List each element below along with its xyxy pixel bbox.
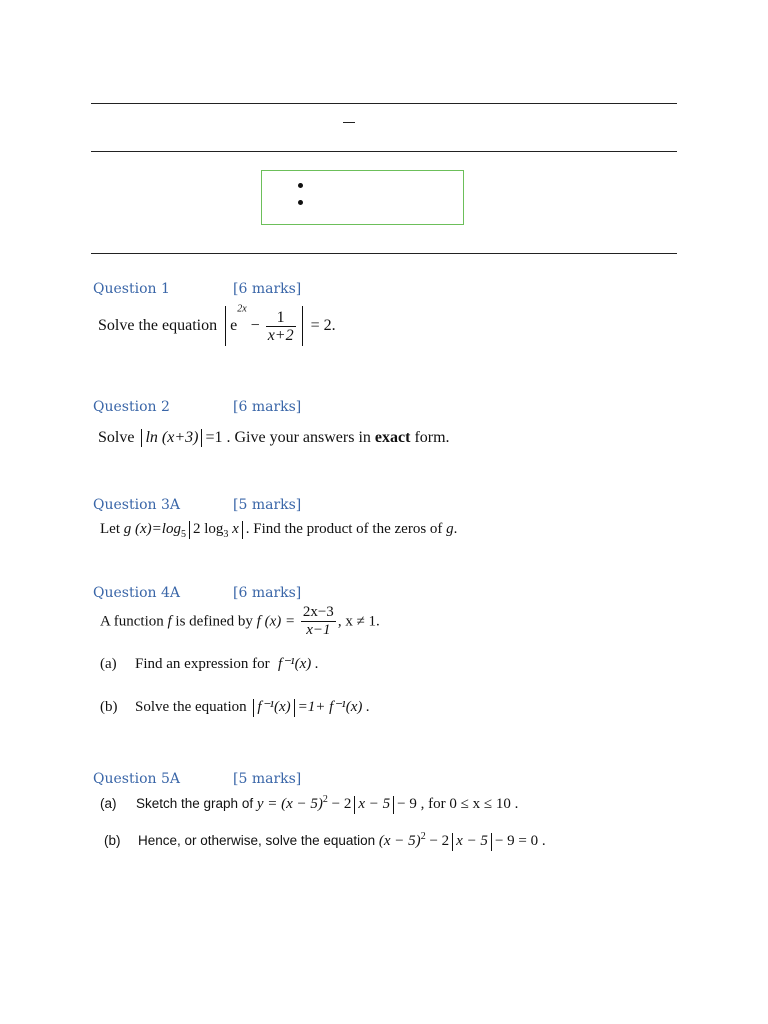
question-body (98, 303, 336, 346)
question-title: Question 3A (93, 497, 180, 513)
question-heading (93, 497, 302, 513)
question-heading (93, 281, 302, 297)
question-title: Question 5A (93, 771, 180, 787)
fraction-denominator: x+2 (267, 326, 294, 344)
section-rule (91, 253, 677, 254)
question-intro: A function (100, 613, 164, 630)
question-intro: Solve (98, 429, 135, 446)
question-part (100, 654, 319, 674)
question-body (98, 428, 450, 448)
abs-bar (354, 796, 355, 814)
question-body (100, 604, 380, 639)
abs-bar (141, 429, 142, 447)
fraction-denominator: x−1 (301, 621, 336, 639)
abs-bar (189, 521, 190, 539)
question-title: Question 4A (93, 585, 180, 601)
abs-bar (294, 699, 295, 717)
fraction-numerator: 2x−3 (302, 604, 334, 620)
question-final: . (453, 521, 458, 537)
part-label: (a) (100, 656, 117, 672)
fraction (266, 309, 296, 344)
part-text: Sketch the graph of (136, 796, 254, 811)
abs-bar (452, 833, 453, 851)
math-punct: . (245, 521, 250, 537)
part-label: (b) (100, 699, 118, 715)
question-heading (93, 399, 302, 415)
part-abs-inner: x − 5 (456, 833, 488, 849)
question-intro-mid: is defined by (175, 613, 253, 630)
info-box (261, 170, 464, 225)
part-math-b: − 2 (331, 796, 352, 812)
part-abs-inner: x − 5 (358, 796, 391, 812)
log-base: 3 (223, 529, 229, 540)
question-heading (93, 771, 302, 787)
math-lhs: g (x)=log (123, 521, 181, 537)
part-text: Solve the equation (135, 699, 247, 715)
question-title: Question 2 (93, 399, 170, 415)
question-part (100, 697, 370, 717)
math-base: e (230, 317, 238, 334)
log-base: 5 (180, 529, 186, 540)
question-body (100, 519, 457, 539)
part-math-a: y = (x − 5) (256, 796, 323, 812)
math-rhs: =1 . (205, 429, 231, 446)
bullet-icon (298, 200, 303, 205)
part-label: (a) (100, 796, 117, 811)
part-text: Hence, or otherwise, solve the equation (138, 833, 376, 848)
question-marks: [6 marks] (233, 281, 302, 297)
fraction (301, 604, 336, 639)
math-mid: 2 log (192, 521, 224, 537)
abs-bar (302, 306, 303, 346)
question-part (100, 794, 519, 814)
abs-bar (201, 429, 202, 447)
question-marks: [6 marks] (233, 585, 302, 601)
header-rule (91, 151, 677, 152)
part-math: f⁻¹(x) . (278, 656, 319, 672)
top-rule (91, 103, 677, 104)
function-name: g (446, 521, 454, 537)
question-title: Question 1 (93, 281, 170, 297)
math-lhs: f (x) = (256, 613, 296, 630)
part-text: Find an expression for (135, 656, 270, 672)
part-math-sq: 2 (420, 831, 426, 842)
part-math-b: − 2 (429, 833, 450, 849)
math-minus: − (250, 317, 260, 334)
math-inner: ln (x+3) (145, 429, 199, 446)
function-name: f (167, 613, 172, 630)
abs-bar (253, 699, 254, 717)
fraction-numerator: 1 (276, 308, 285, 326)
part-math-c: − 9 = 0 . (494, 833, 546, 849)
abs-bar (225, 306, 226, 346)
part-math-inner: f⁻¹(x) (257, 699, 291, 715)
bullet-icon (298, 183, 303, 188)
part-math-c: − 9 , for 0 ≤ x ≤ 10 . (397, 796, 519, 812)
header-dash (343, 122, 355, 123)
question-heading (93, 585, 302, 601)
question-text: Find the product of the zeros of (253, 521, 443, 537)
math-exponent: 2x (237, 303, 247, 315)
math-end: x (232, 521, 239, 537)
question-text: Give your answers in (234, 429, 371, 446)
abs-bar (242, 521, 243, 539)
math-rhs: = 2. (310, 317, 336, 334)
question-intro: Solve the equation (98, 317, 218, 334)
question-marks: [5 marks] (233, 497, 302, 513)
part-math-rhs: =1+ f⁻¹(x) . (297, 699, 370, 715)
question-marks: [5 marks] (233, 771, 302, 787)
question-marks: [6 marks] (233, 399, 302, 415)
abs-bar (491, 833, 492, 851)
question-text-end: form. (414, 429, 450, 446)
question-intro: Let (100, 521, 120, 537)
part-label: (b) (104, 833, 121, 848)
question-part (104, 831, 546, 851)
part-math-sq: 2 (322, 794, 328, 805)
math-condition: , x ≠ 1. (337, 613, 380, 630)
part-math-a: (x − 5) (378, 833, 421, 849)
question-bold-text: exact (374, 429, 411, 446)
abs-bar (393, 796, 394, 814)
